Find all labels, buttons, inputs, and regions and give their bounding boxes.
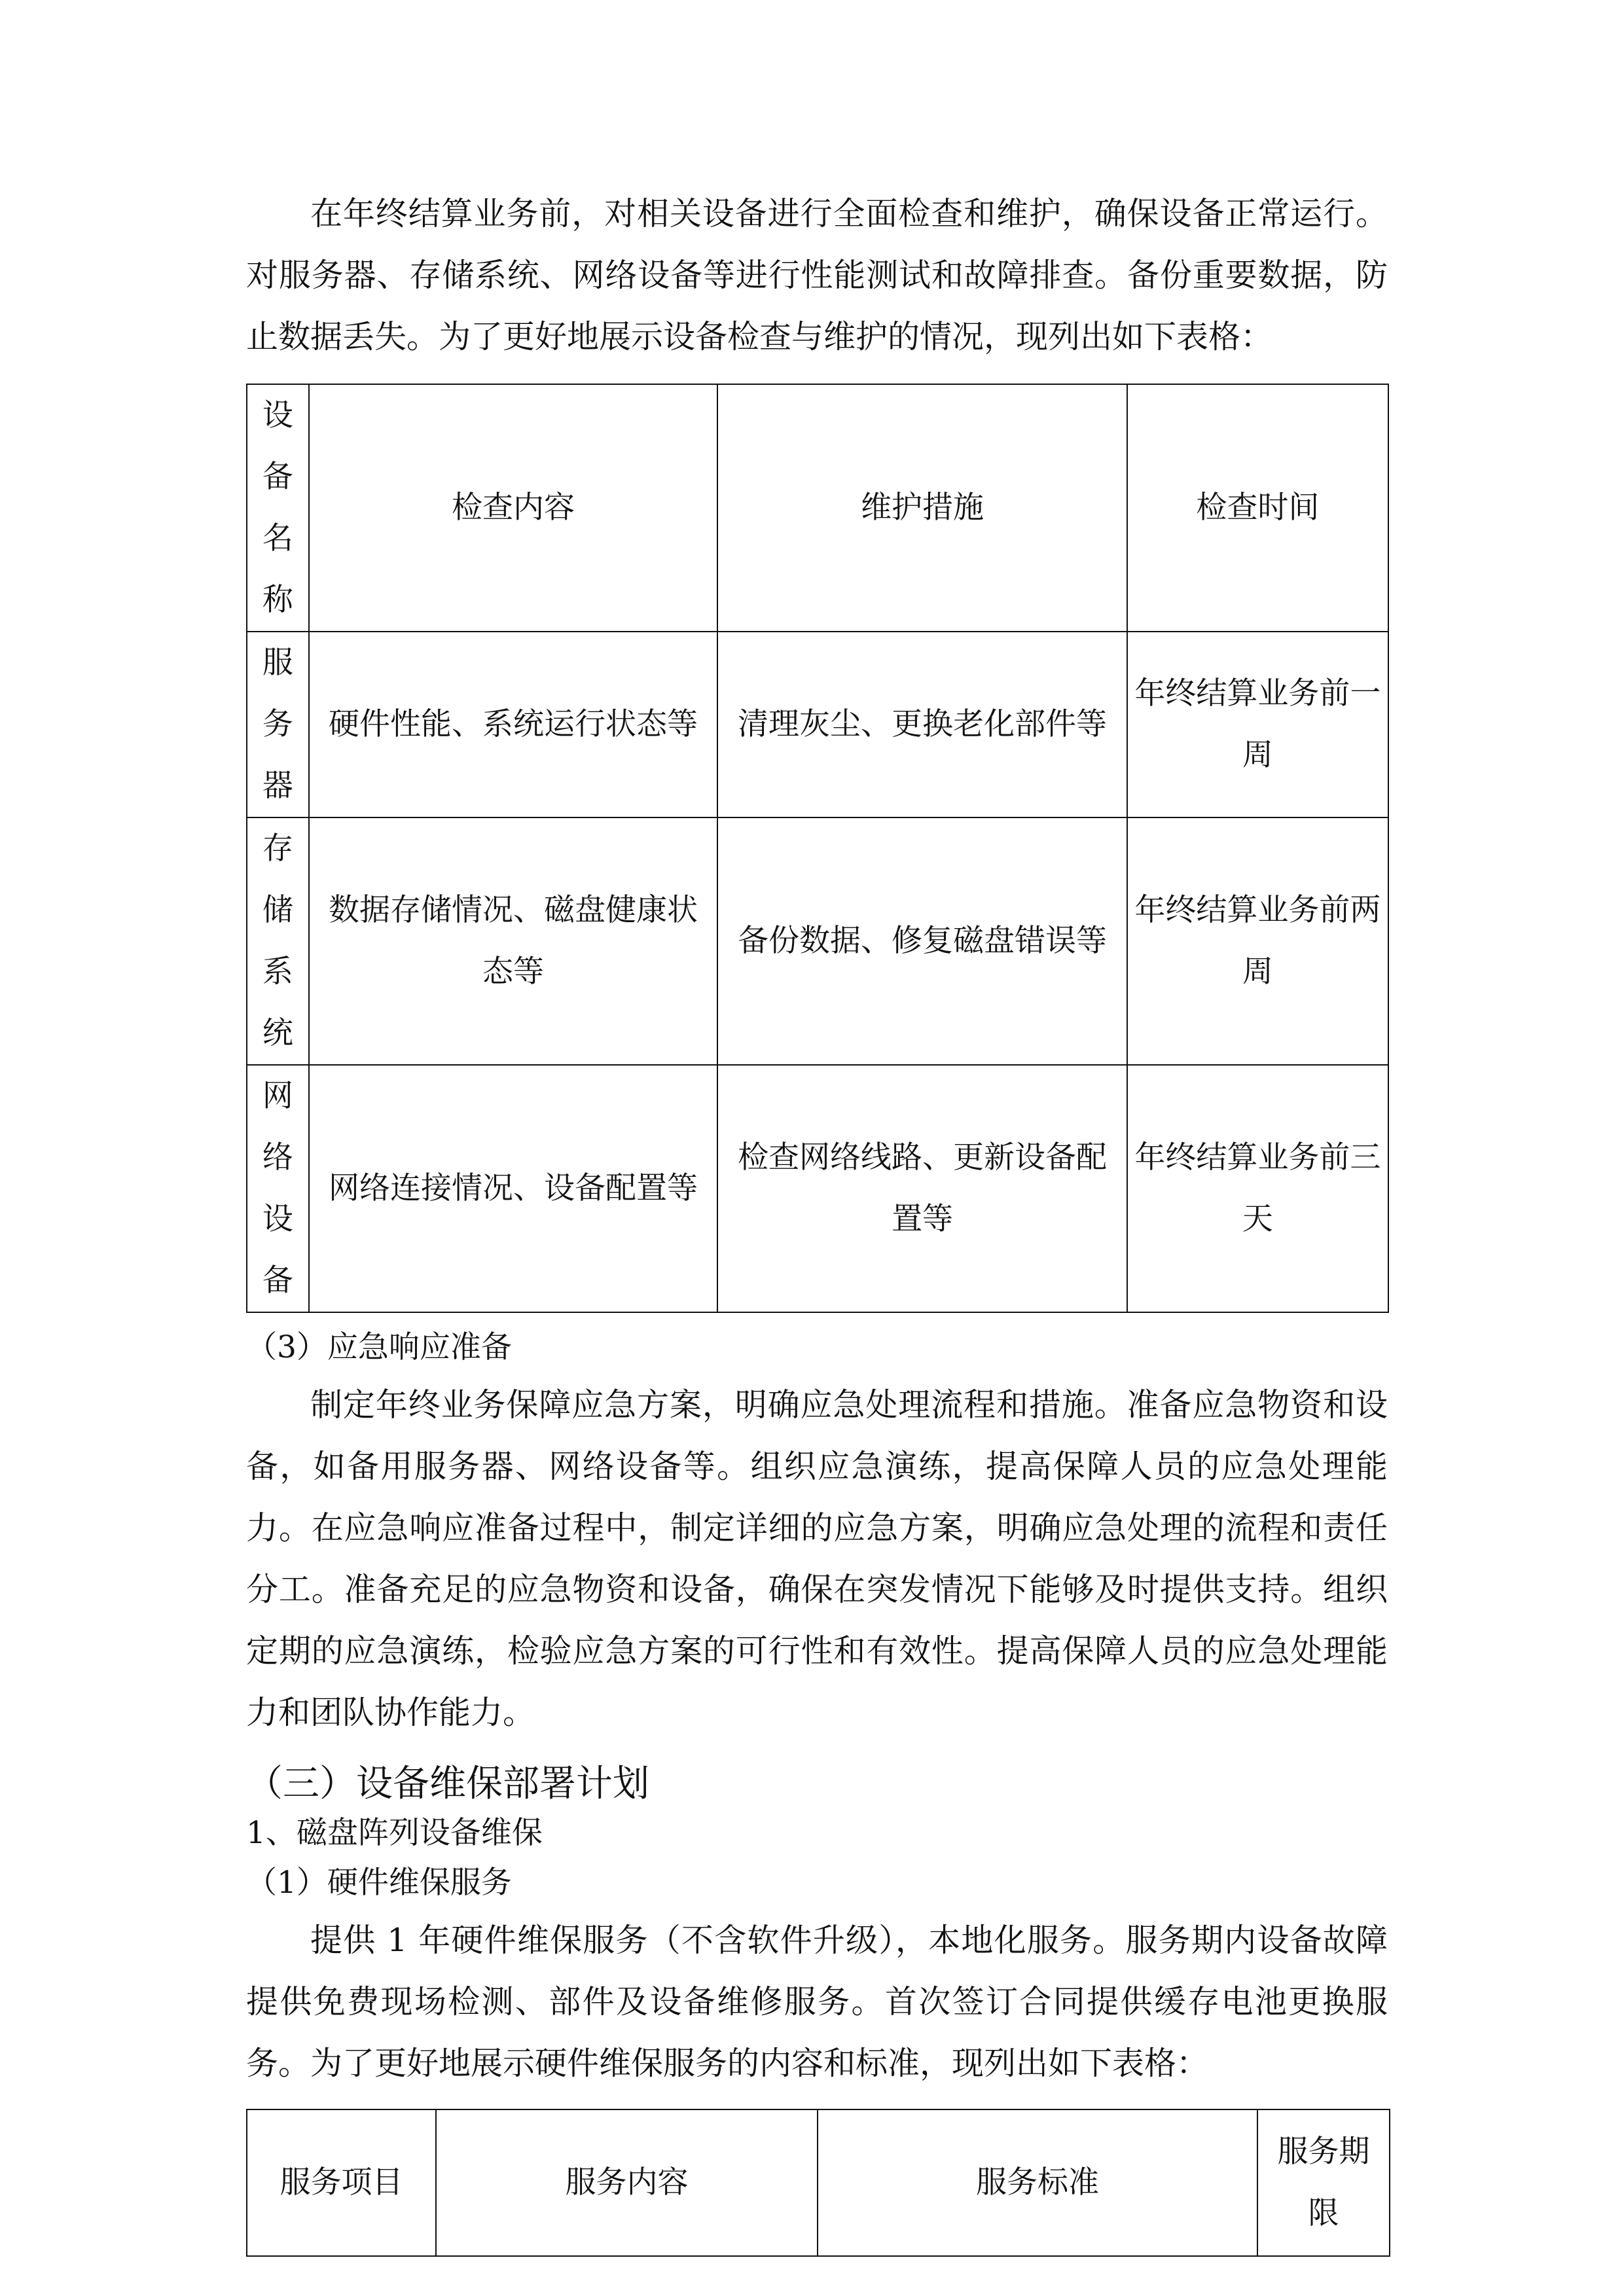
table-header-cell: 服务期限 [1257,2109,1390,2256]
table-cell: 检查网络线路、更新设备配置等 [717,1065,1127,1312]
table-cell: 存储系统 [247,817,309,1065]
table-header-row [247,384,1388,632]
table-cell: 年终结算业务前一周 [1127,632,1388,817]
table-cell: 年终结算业务前两周 [1127,817,1388,1065]
hardware-paragraph: 提供 1 年硬件维保服务（不含软件升级），本地化服务。服务期内设备故障提供免费现场检测、部件及设备维修服务。首次签订合同提供缓存电池更换服务。为了更好地展示硬件维保服务的内容和标准，现列出如下表格： [246,1922,1388,2082]
table-row [247,1065,1388,1312]
table-cell: 服务器 [247,632,309,817]
table-header-cell: 检查时间 [1127,384,1388,632]
table-cell: 硬件性能、系统运行状态等 [309,632,718,817]
hardware-service-table [246,2109,1390,2257]
table-cell: 数据存储情况、磁盘健康状态等 [309,817,718,1065]
table-header-cell: 服务项目 [247,2109,436,2256]
intro-paragraph: 在年终结算业务前，对相关设备进行全面检查和维护，确保设备正常运行。对服务器、存储系统、网络设备等进行性能测试和故障排查。备份重要数据，防止数据丢失。为了更好地展示设备检查与维护的情况，现列出如下表格： [246,195,1388,355]
table-cell: 备份数据、修复磁盘错误等 [717,817,1127,1065]
document-page [246,183,1388,2257]
table-row [247,817,1388,1065]
table-header-cell: 服务标准 [818,2109,1257,2256]
hardware-subheading: （1）硬件维保服务 [246,1865,512,1901]
emergency-subheading: （3）应急响应准备 [246,1329,512,1365]
table-cell: 清理灰尘、更换老化部件等 [717,632,1127,817]
table-header-row [247,2109,1390,2256]
table-header-cell: 服务内容 [436,2109,818,2256]
table-row [247,632,1388,817]
table-cell: 年终结算业务前三天 [1127,1065,1388,1312]
table-cell: 网络设备 [247,1065,309,1312]
table-header-cell: 维护措施 [717,384,1127,632]
equipment-check-table [246,384,1389,1313]
table-cell: 网络连接情况、设备配置等 [309,1065,718,1312]
emergency-paragraph: 制定年终业务保障应急方案，明确应急处理流程和措施。准备应急物资和设备，如备用服务器、网络设备等。组织应急演练，提高保障人员的应急处理能力。在应急响应准备过程中，制定详细的应急方案，明确应急处理的流程和责任分工。准备充足的应急物资和设备，确保在突发情况下能够及时提供支持。组织定期的应急演练，检验应急方案的可行性和有效性。提高保障人员的应急处理能力和团队协作能力。 [246,1386,1388,1731]
section-heading: （三）设备维保部署计划 [246,1763,649,1805]
table-header-cell: 检查内容 [309,384,718,632]
table-header-cell: 设备名称 [247,384,309,632]
item-heading: 1、磁盘阵列设备维保 [246,1815,543,1851]
